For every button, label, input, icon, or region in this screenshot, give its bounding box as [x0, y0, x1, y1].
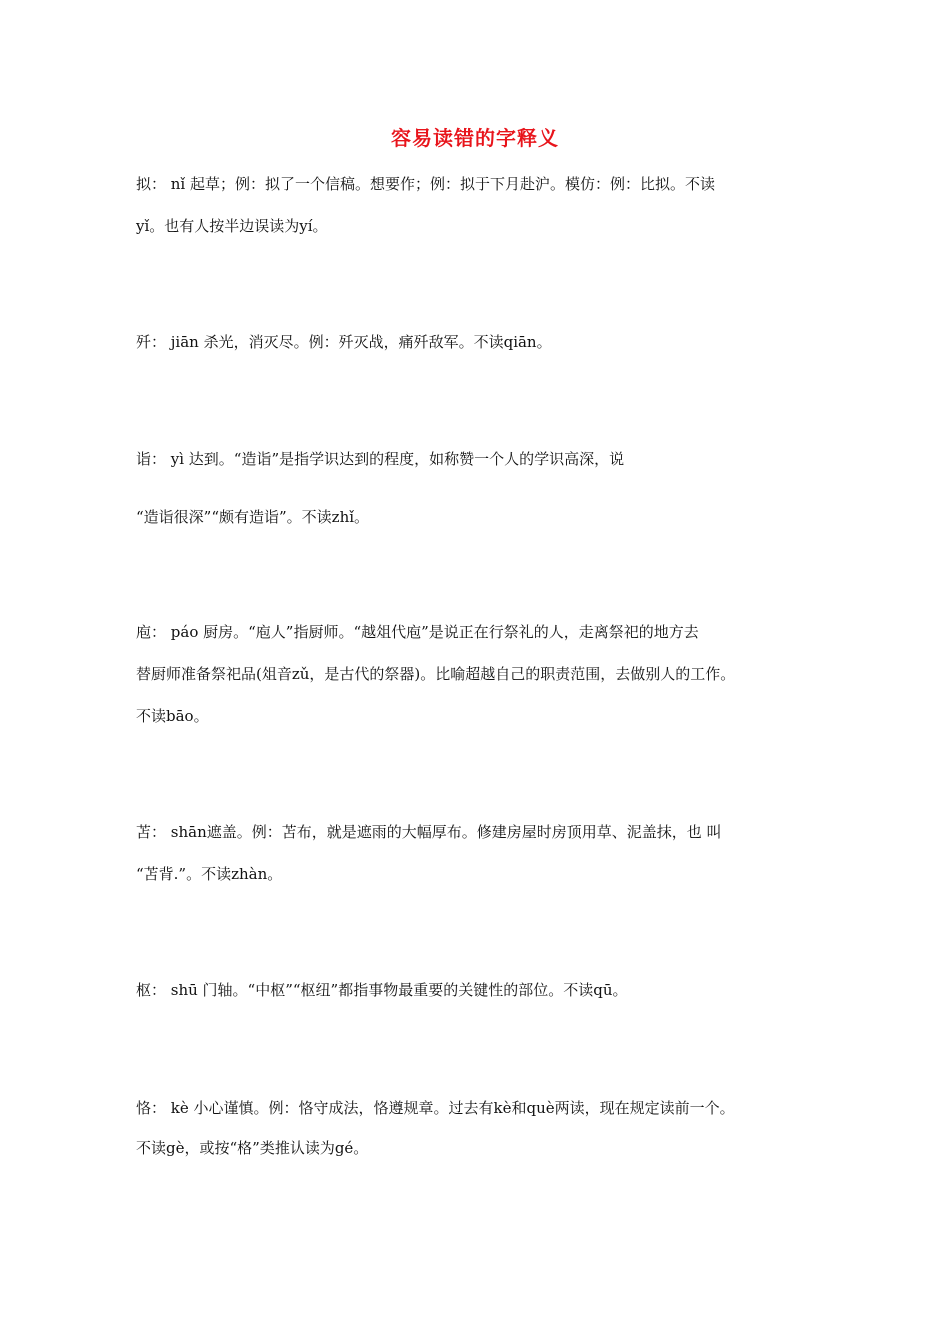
entry-pao-line-1: 庖： páo 厨房。“庖人”指厨师。“越俎代庖”是说正在行祭礼的人，走离祭祀的地方去: [136, 623, 699, 641]
page-title: 容易读错的字释义: [391, 126, 559, 150]
entry-shan-line-1: 苫： shān遮盖。例：苫布，就是遮雨的大幅厚布。修建房屋时房顶用草、泥盖抹，也 叫: [136, 823, 722, 841]
entry-yi-line-1: 诣： yì 达到。“造诣”是指学识达到的程度，如称赞一个人的学识高深，说: [136, 450, 625, 468]
entry-yi-line-2: “造诣很深”“颇有造诣”。不读zhǐ。: [136, 508, 370, 526]
entry-shan-line-2: “苫背.”。不读zhàn。: [136, 865, 283, 883]
entry-jian-line-1: 歼： jiān 杀光，消灭尽。例：歼灭战，痛歼敌军。不读qiān。: [136, 333, 552, 351]
entry-ke-line-2: 不读gè，或按“格”类推认读为gé。: [136, 1139, 369, 1157]
entry-pao-line-2: 替厨师准备祭祀品(俎音zǔ，是古代的祭器)。比喻超越自己的职责范围，去做别人的工作。: [136, 665, 736, 683]
entry-ni-line-1: 拟： nǐ 起草；例：拟了一个信稿。想要作；例：拟于下月赴沪。模仿：例：比拟。不读: [136, 175, 715, 193]
entry-shu-line-1: 枢： shū 门轴。“中枢”“枢纽”都指事物最重要的关键性的部位。不读qū。: [136, 981, 628, 999]
entry-pao-line-3: 不读bāo。: [136, 707, 209, 725]
entry-ke-line-1: 恪： kè 小心谨慎。例：恪守成法，恪遵规章。过去有kè和què两读，现在规定读前一个。: [136, 1099, 735, 1117]
entry-ni-line-2: yǐ。也有人按半边误读为yí。: [136, 217, 328, 235]
